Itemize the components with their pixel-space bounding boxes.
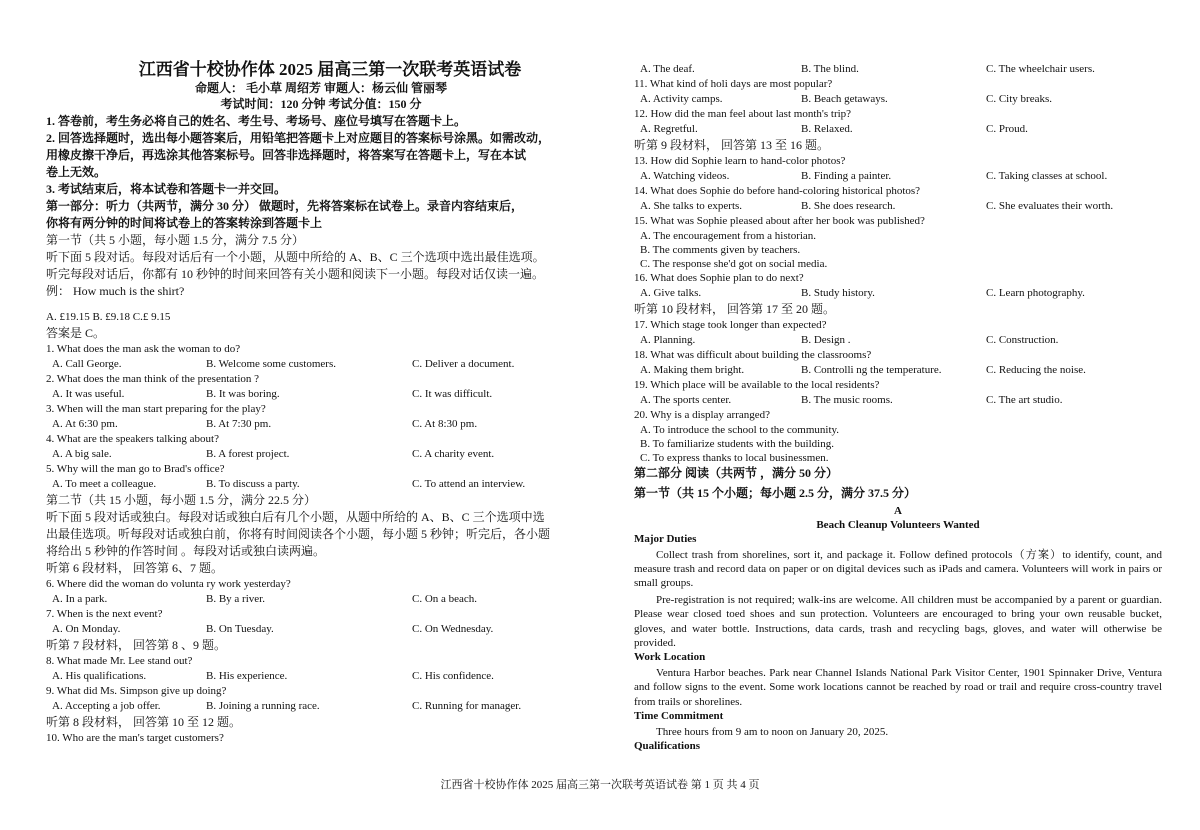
option-a: A. She talks to experts. (640, 200, 743, 212)
options (634, 286, 1162, 301)
question-18 (634, 348, 1162, 378)
question-16 (634, 271, 1162, 301)
question-3 (46, 402, 596, 432)
option-b: B. The music rooms. (801, 394, 893, 406)
material-10-label: 听第 10 段材料， 回答第 17 至 20 题。 (634, 302, 836, 316)
option-a: A. In a park. (52, 593, 108, 606)
question-14 (634, 184, 1162, 214)
option-c: C. Deliver a document. (412, 358, 515, 371)
question-1 (46, 342, 596, 372)
option-b: B. A forest project. (206, 448, 290, 461)
option-a: A. Making them bright. (640, 364, 745, 376)
question-13 (634, 154, 1162, 184)
option-c: C. On a beach. (412, 593, 478, 606)
option-b: B. At 7:30 pm. (206, 418, 272, 431)
question-15 (634, 214, 1162, 271)
option-a: A. Regretful. (640, 123, 698, 135)
question-text: 8. What made Mr. Lee stand out? (46, 655, 193, 668)
left-column (46, 60, 596, 746)
question-text: 20. Why is a display arranged? (634, 409, 771, 421)
option-a: A. At 6:30 pm. (52, 418, 118, 431)
instructions (46, 113, 596, 198)
question-7 (46, 607, 596, 637)
question-12 (634, 107, 1162, 137)
options (634, 92, 1162, 107)
question-text: 15. What was Sophie pleased about after her book was published? (634, 215, 925, 227)
question-text: 13. How did Sophie learn to hand-color photos? (634, 155, 846, 167)
option-c: C. On Wednesday. (412, 623, 494, 636)
option-c: C. The wheelchair users. (986, 63, 1095, 75)
option-c: C. The response she'd got on social media. (640, 258, 828, 270)
question-text: 19. Which place will be available to the local residents? (634, 379, 880, 391)
question-text: 3. When will the man start preparing for the play? (46, 403, 266, 416)
options (46, 417, 596, 432)
section2-intro-3: 将给出 5 秒钟的作答时间 。每段对话或独白读两遍。 (46, 544, 326, 559)
question-5 (46, 462, 596, 492)
question-text: 1. What does the man ask the woman to do? (46, 343, 241, 356)
page-footer: 江西省十校协作体 2025 届高三第一次联考英语试卷 第 1 页 共 4 页 (440, 779, 760, 791)
option-b: B. It was boring. (206, 388, 280, 401)
options (46, 669, 596, 684)
option-c: C. A charity event. (412, 448, 495, 461)
instruction-3: 3. 考试结束后，将本试卷和答题卡一并交回。 (46, 182, 287, 196)
question-6 (46, 577, 596, 607)
options (46, 699, 596, 714)
passage-letter: A (894, 505, 902, 517)
right-column (634, 62, 1162, 754)
exam-title: 江西省十校协作体 2025 届高三第一次联考英语试卷 (138, 60, 522, 79)
option-b: B. Controlli ng the temperature. (801, 364, 942, 376)
question-20 (634, 408, 1162, 465)
part1-heading: 第一部分：听力（共两节，满分 30 分） 做题时，先将答案标在试卷上。录音内容结束后， (46, 199, 524, 213)
options (46, 477, 596, 492)
option-a: A. The sports center. (640, 394, 732, 406)
instruction-2: 2. 回答选择题时，选出每小题答案后，用铅笔把答题卡上对应题目的答案标号涂黑。如需改动， (46, 131, 551, 145)
option-c: C. To express thanks to local businessmen. (640, 452, 829, 464)
option-b: B. Study history. (801, 287, 875, 299)
question-9 (46, 684, 596, 714)
option-b: B. His experience. (206, 670, 288, 683)
duties-heading: Major Duties (634, 533, 697, 545)
question-11 (634, 77, 1162, 107)
option-c: C. Proud. (986, 123, 1028, 135)
authors-line: 命题人： 毛小草 周绍芳 审题人：杨云仙 管丽琴 (194, 81, 447, 95)
instruction-1: 1. 答卷前，考生务必将自己的姓名、考生号、考场号、座位号填写在答题卡上。 (46, 114, 467, 128)
option-a: A. The encouragement from a historian. (640, 230, 817, 242)
question-text: 7. When is the next event? (46, 608, 163, 621)
option-c: C. Taking classes at school. (986, 170, 1108, 182)
question-19 (634, 378, 1162, 408)
material-9-label: 听第 9 段材料， 回答第 13 至 16 题。 (634, 138, 830, 152)
question-text: 2. What does the man think of the presentation ? (46, 373, 260, 386)
option-c: C. Construction. (986, 334, 1059, 346)
option-a: A. Watching videos. (640, 170, 730, 182)
option-a: A. The deaf. (640, 63, 695, 75)
question-text: 6. Where did the woman do volunta ry work yesterday? (46, 578, 291, 591)
section1-intro-1: 听下面 5 段对话。每段对话后有一个小题，从题中所给的 A、B、C 三个选项中选出最佳选项。 (46, 250, 545, 264)
location-heading: Work Location (634, 651, 706, 664)
option-b: B. She does research. (801, 200, 896, 212)
question-2 (46, 372, 596, 402)
option-b: B. Joining a running race. (206, 700, 320, 713)
question-text: 18. What was difficult about building the classrooms? (634, 349, 872, 361)
instruction-2b: 用橡皮擦干净后，再选涂其他答案标号。回答非选择题时，将答案写在答题卡上，写在本试 (46, 148, 527, 162)
example-question: 例： How much is the shirt? (46, 284, 185, 298)
option-b: B. To familiarize students with the building. (640, 438, 834, 450)
options (634, 199, 1162, 214)
option-c: C. At 8:30 pm. (412, 418, 478, 431)
option-c: C. His confidence. (412, 670, 494, 683)
option-a: A. On Monday. (52, 623, 121, 636)
material-6-label: 听第 6 段材料， 回答第 6、7 题。 (46, 561, 224, 576)
question-text: 4. What are the speakers talking about? (46, 433, 219, 446)
part2-heading: 第二部分 阅读（共两节 ，满分 50 分） (634, 466, 839, 480)
time-score-line: 考试时间：120 分钟 考试分值：150 分 (220, 97, 422, 111)
option-b: B. By a river. (206, 593, 265, 606)
options (634, 423, 1162, 465)
passage-title: Beach Cleanup Volunteers Wanted (816, 519, 980, 531)
option-a: A. Give talks. (640, 287, 702, 299)
option-c: C. The art studio. (986, 394, 1063, 406)
option-a: A. Activity camps. (640, 93, 723, 105)
instruction-2c: 卷上无效。 (46, 165, 107, 179)
section1-intro-2: 听完每段对话后，你都有 10 秒钟的时间来回答有关小题和阅读下一小题。每段对话仅读一遍。 (46, 267, 545, 281)
question-text: 14. What does Sophie do before hand-coloring historical photos? (634, 185, 921, 197)
time-heading: Time Commitment (634, 710, 724, 723)
options (634, 169, 1162, 184)
question-text: 12. How did the man feel about last month's trip? (634, 108, 852, 120)
option-c: C. Reducing the noise. (986, 364, 1086, 376)
options (634, 393, 1162, 408)
options (46, 592, 596, 607)
duties-paragraph-2: Pre-registration is not required; walk-ins are welcome. All children must be accompanied by a parent or guardian. Please wear closed toed shoes and sun protection. Volunteers are encouraged to bring your own reusable bucket, gloves, and water bottle. Instructions, data cards, trash and recycling bags, gloves, and water will otherwise be provided. (634, 593, 1162, 649)
options (634, 122, 1162, 137)
option-c: C. Running for manager. (412, 700, 522, 713)
question-17 (634, 318, 1162, 348)
options (634, 363, 1162, 378)
option-b: B. Beach getaways. (801, 93, 888, 105)
option-b: B. The comments given by teachers. (640, 244, 801, 256)
options (46, 387, 596, 402)
option-a: A. It was useful. (52, 388, 125, 401)
qualifications-heading: Qualifications (634, 739, 701, 752)
option-b: B. To discuss a party. (206, 478, 300, 491)
option-a: A. A big sale. (52, 448, 112, 461)
option-b: B. Finding a painter. (801, 170, 892, 182)
option-c: C. Learn photography. (986, 287, 1085, 299)
duties-paragraph-1: Collect trash from shorelines, sort it, and package it. Follow defined protocols（方案）to identify, count, and measure trash and record data on paper or on digital devices such as iPads and camera. Volunteers will work in pairs or small groups. (634, 548, 1162, 590)
question-8 (46, 654, 596, 684)
section2-title: 第二节（共 15 小题，每小题 1.5 分，满分 22.5 分） (46, 493, 317, 508)
option-b: B. Relaxed. (801, 123, 853, 135)
question-text: 16. What does Sophie plan to do next? (634, 272, 804, 284)
option-c: C. City breaks. (986, 93, 1052, 105)
part2-section1-title: 第一节（共 15 个小题；每小题 2.5 分，满分 37.5 分） (634, 486, 917, 500)
option-c: C. She evaluates their worth. (986, 200, 1114, 212)
example-answer: 答案是 C。 (46, 326, 106, 341)
question-4 (46, 432, 596, 462)
option-c: C. To attend an interview. (412, 478, 526, 491)
option-b: B. Welcome some customers. (206, 358, 336, 371)
question-text: 11. What kind of holi days are most popular? (634, 78, 833, 90)
question-10-options (634, 62, 1162, 77)
question-text: 5. Why will the man go to Brad's office? (46, 463, 225, 476)
option-a: A. Call George. (52, 358, 122, 371)
option-a: A. Accepting a job offer. (52, 700, 161, 713)
options (46, 622, 596, 637)
option-a: A. His qualifications. (52, 670, 147, 683)
section2-intro-1: 听下面 5 段对话或独白。每段对话或独白后有几个小题，从题中所给的 A、B、C 三个选项中选 (46, 510, 545, 525)
option-b: B. Design . (801, 334, 851, 346)
material-7-label: 听第 7 段材料， 回答第 8 、9 题。 (46, 638, 227, 653)
question-10-text: 10. Who are the man's target customers? (46, 732, 224, 745)
options (46, 357, 596, 372)
question-text: 9. What did Ms. Simpson give up doing? (46, 685, 227, 698)
option-b: B. On Tuesday. (206, 623, 274, 636)
option-c: C. It was difficult. (412, 388, 493, 401)
time-paragraph: Three hours from 9 am to noon on January 20, 2025. (656, 725, 889, 738)
location-paragraph: Ventura Harbor beaches. Park near Channel Islands National Park Visitor Center, 1901 Spinnaker Drive, Ventura and follow signs to the event. Some work locations cannot be reached by road or trail and require cross-country travel from trails or shorelines. (634, 666, 1162, 708)
option-a: A. To meet a colleague. (52, 478, 157, 491)
material-8-label: 听第 8 段材料， 回答第 10 至 12 题。 (46, 715, 242, 730)
question-text: 17. Which stage took longer than expected? (634, 319, 827, 331)
option-a: A. Planning. (640, 334, 696, 346)
section2-intro-2: 出最佳选项。听每段对话或独白前，你将有时间阅读各个小题，每小题 5 秒钟；听完后，各小题 (46, 527, 551, 542)
options (634, 333, 1162, 348)
option-a: A. To introduce the school to the community. (640, 424, 840, 436)
options (634, 229, 1162, 271)
option-b: B. The blind. (801, 63, 859, 75)
options (46, 447, 596, 462)
example-options: A. £19.15 B. £9.18 C.£ 9.15 (46, 311, 171, 323)
section1-title: 第一节（共 5 小题，每小题 1.5 分，满分 7.5 分） (46, 233, 305, 247)
part1-heading-2: 你将有两分钟的时间将试卷上的答案转涂到答题卡上 (46, 216, 323, 230)
